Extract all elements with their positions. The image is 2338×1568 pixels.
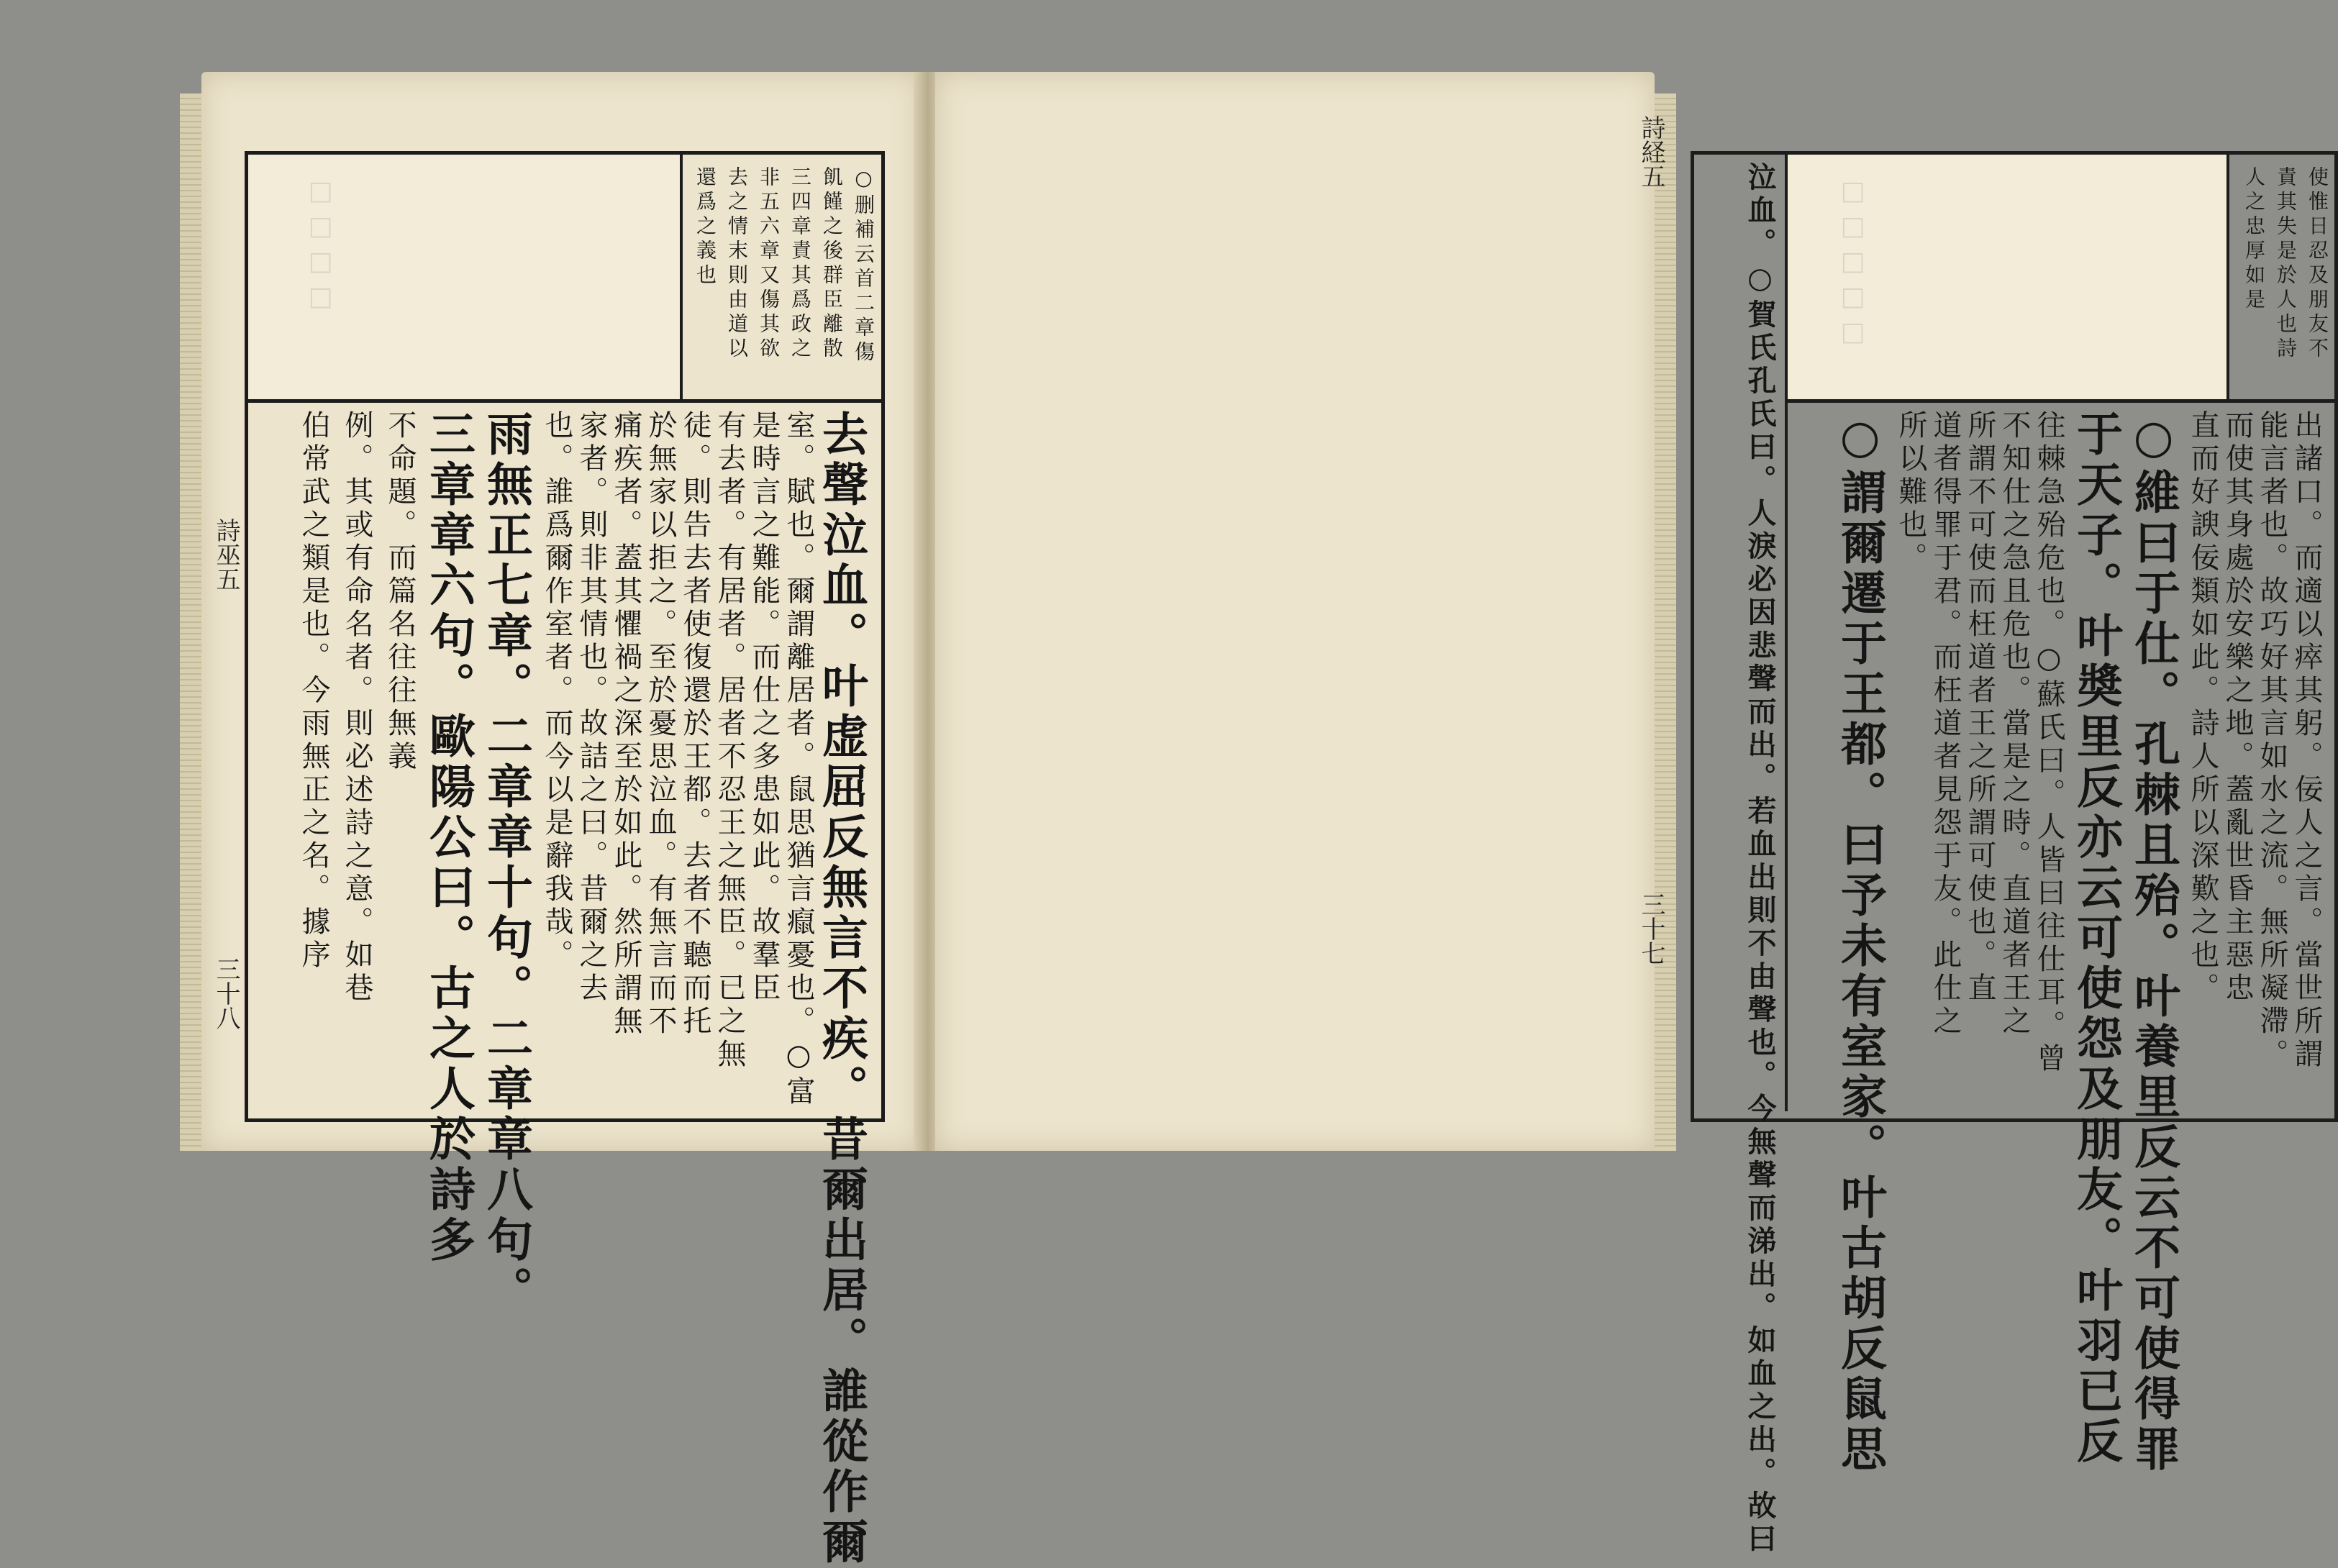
left-spine-title: 詩巫五: [211, 518, 240, 591]
main-text: [255, 410, 874, 1568]
text-column: 于天子。叶奬里反亦云可使怨及朋友。叶羽已反: [2069, 410, 2123, 1467]
note-box-rule: [680, 155, 683, 399]
text-column: 直而好諛佞類如此。詩人所以深歎之也。: [2186, 410, 2219, 1006]
text-column: 往棘急殆危也。○蘇氏曰。人皆曰往仕耳。曾: [2032, 410, 2065, 1076]
text-column: 道者得罪于君。而枉道者見怨于友。此仕之: [1929, 410, 1962, 1039]
text-column: 是時言之難能。而仕之多患如此。故羣臣: [747, 410, 781, 1006]
text-column: 例。其或有命名者。則必述詩之意。如巷: [340, 410, 373, 1006]
text-column: 有去者。有居者。居者不忍王之無臣。已之無: [713, 410, 746, 1072]
text-column: ○維曰于仕。孔棘且殆。叶養里反云不可使得罪: [2127, 410, 2180, 1475]
text-column: 不命題。而篇名往往無義: [383, 410, 417, 774]
text-column: 三章章六句。歐陽公曰。古之人於詩多: [422, 410, 476, 1266]
text-column: 泣血。○賀氏孔氏曰。人淚必因悲聲而出。若血出則不由聲也。今無聲而涕出。如血之出。故曰: [1743, 162, 1777, 1556]
text-column: 能言者也。故巧好其言如水之流。無所凝滯。: [2255, 410, 2288, 1072]
note-box: [687, 162, 878, 396]
text-column: 而使其身處於安樂之地。蓋亂世昏主惡忠: [2221, 410, 2254, 1006]
note-line: 責其失是於人也詩: [2274, 166, 2298, 362]
text-column: 徒。則告去者使復還於王都。去者不聽而托: [678, 410, 711, 1039]
right-spine-page-number: 三十七: [1637, 892, 1665, 965]
text-column: 所以難也。: [1894, 410, 1927, 575]
text-column: 雨無正七章。二章章十句。二章章八句。: [479, 410, 533, 1316]
text-column: ○謂爾遷于王都。曰予未有室家。叶古胡反鼠思: [1833, 410, 1887, 1475]
bleed-through-text: □□□□: [306, 176, 335, 317]
right-spine-title: 詩経五: [1637, 115, 1665, 188]
open-book: [201, 72, 2329, 1568]
note-line: ○删補云首二章傷: [852, 166, 875, 365]
horizontal-rule: [1788, 399, 2334, 403]
note-line: 使惟日忍及朋友不: [2306, 166, 2329, 362]
bleed-through-text: □□□□□: [1838, 176, 1868, 352]
text-column: 去聲泣血。叶虚屈反無言不疾。昔爾出居。誰從作爾: [814, 410, 868, 1568]
note-line: 人之忠厚如是: [2242, 166, 2266, 313]
text-column: 不知仕之急且危也。當是之時。直道者王之: [1998, 410, 2031, 1039]
text-column: 室。賦也。爾謂離居者。鼠思猶言癙憂也。○富: [782, 410, 815, 1109]
text-column: 出諸口。而適以瘁其躬。佞人之言。當世所謂: [2290, 410, 2323, 1072]
right-text-frame: [1691, 151, 2338, 1556]
text-column: 家者。則非其情也。故詰之曰。昔爾之去: [575, 410, 608, 1006]
horizontal-rule: [248, 399, 881, 403]
note-line: 還爲之義也: [693, 166, 717, 288]
note-line: 飢饉之後群臣離散: [820, 166, 844, 362]
note-box: [2232, 162, 2332, 396]
note-line: 非五六章又傷其欲: [757, 166, 781, 362]
text-column: 伯常武之類是也。今雨無正之名。據序: [297, 410, 330, 972]
right-page: [935, 72, 2329, 1556]
left-text-frame: [245, 151, 885, 1568]
side-note-column: [1737, 162, 1780, 1556]
main-text: [1701, 410, 2327, 1475]
note-line: 去之情末則由道以: [725, 166, 749, 362]
left-page: [201, 72, 921, 1568]
text-column: 也。誰爲爾作室者。而今以是辭我哉。: [540, 410, 573, 972]
text-column: 痛疾者。蓋其懼禍之深至於如此。然所謂無: [609, 410, 642, 1039]
text-column: 於無家以拒之。至於憂思泣血。有無言而不: [644, 410, 677, 1039]
note-line: 三四章責其爲政之: [788, 166, 812, 362]
text-column: 所謂不可使而枉道者王之所謂可使也。直: [1963, 410, 1996, 1006]
note-box-rule: [2226, 155, 2229, 399]
left-spine-page-number: 三十八: [211, 957, 240, 1030]
